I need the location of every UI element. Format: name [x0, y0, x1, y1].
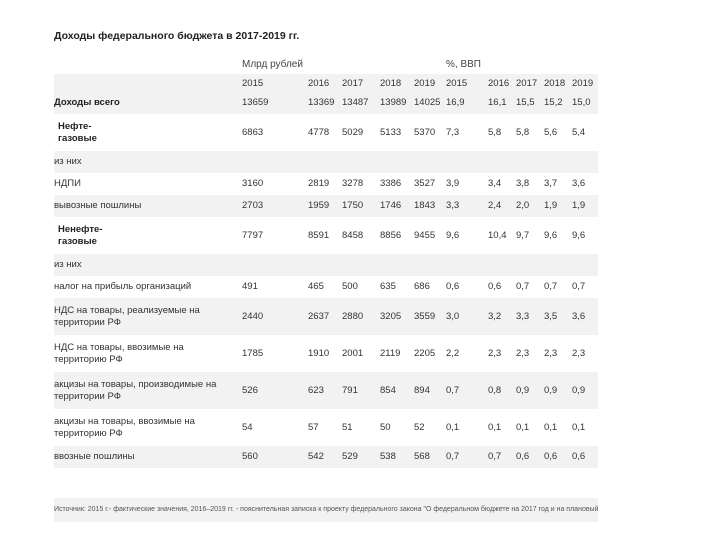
row-label-line: из них — [54, 259, 82, 270]
table-cell: 894 — [414, 384, 430, 396]
row-label-line: вывозные пошлины — [54, 200, 142, 211]
table-cell: 2819 — [308, 178, 330, 189]
table-cell: 8591 — [308, 229, 330, 241]
table-cell: 3160 — [242, 178, 264, 189]
year-header-cell: 2017 — [342, 78, 364, 89]
table-row — [54, 195, 598, 217]
row-label — [54, 200, 141, 212]
table-cell: 5370 — [414, 126, 436, 138]
table-cell: 3,7 — [544, 178, 558, 189]
table-cell: 500 — [342, 281, 358, 292]
table-cell: 542 — [308, 451, 324, 462]
table-cell: 2880 — [342, 310, 364, 322]
table-cell: 2,3 — [572, 347, 586, 359]
table-cell: 1,9 — [572, 200, 586, 211]
year-header-cell: 2019 — [572, 78, 594, 89]
table-cell: 2637 — [308, 310, 330, 322]
year-header-row — [54, 74, 598, 92]
table-cell: 0,7 — [572, 281, 586, 292]
row-label-line: территорию РФ — [54, 427, 123, 439]
table-cell: 0,7 — [446, 451, 460, 462]
row-label-line: территории РФ — [54, 316, 121, 328]
table-cell: 0,6 — [488, 281, 502, 292]
table-cell: 0,6 — [572, 451, 586, 462]
table-cell: 13659 — [242, 97, 269, 108]
row-label — [54, 416, 195, 440]
table-cell: 13989 — [380, 97, 407, 108]
table-cell: 0,7 — [544, 281, 558, 292]
table-cell: 51 — [342, 421, 353, 433]
year-header-cell: 2015 — [446, 78, 468, 89]
table-cell: 686 — [414, 281, 430, 292]
row-label — [54, 379, 216, 403]
year-header-cell: 2016 — [488, 78, 510, 89]
table-cell: 50 — [380, 421, 391, 433]
table-cell: 635 — [380, 281, 396, 292]
table-cell: 5,8 — [516, 126, 530, 138]
table-row — [54, 173, 598, 195]
table-cell: 2,3 — [544, 347, 558, 359]
table-cell: 0,6 — [446, 281, 460, 292]
table-cell: 0,6 — [516, 451, 530, 462]
table-row — [54, 298, 598, 335]
table-cell: 4778 — [308, 126, 330, 138]
table-cell: 7,3 — [446, 126, 460, 138]
table-cell: 3,8 — [516, 178, 530, 189]
table-cell: 9,6 — [544, 229, 558, 241]
row-label — [58, 121, 97, 145]
table-cell: 526 — [242, 384, 258, 396]
table-cell: 1910 — [308, 347, 330, 359]
table-cell: 529 — [342, 451, 358, 462]
row-label-line: акцизы на товары, производимые на — [54, 378, 217, 390]
table-cell: 5029 — [342, 126, 364, 138]
table-cell: 52 — [414, 421, 425, 433]
table-cell: 54 — [242, 421, 253, 433]
row-label — [54, 305, 200, 329]
table-cell: 5,8 — [488, 126, 502, 138]
table-cell: 465 — [308, 281, 324, 292]
table-cell: 1843 — [414, 200, 436, 211]
table-cell: 3278 — [342, 178, 364, 189]
row-label-line: Нефте- — [58, 120, 92, 132]
table-cell: 1,9 — [544, 200, 558, 211]
row-label-line: ввозные пошлины — [54, 451, 135, 462]
table-cell: 3,3 — [516, 310, 530, 322]
budget-revenue-table — [54, 56, 598, 468]
table-row — [54, 335, 598, 372]
table-cell: 15,5 — [516, 97, 535, 108]
row-label — [54, 259, 82, 271]
table-cell: 0,9 — [572, 384, 586, 396]
table-row — [54, 151, 598, 173]
table-cell: 3,0 — [446, 310, 460, 322]
table-body — [54, 92, 598, 468]
table-cell: 3527 — [414, 178, 436, 189]
row-label — [54, 342, 184, 366]
row-label-line: Ненефте- — [58, 223, 103, 235]
table-cell: 1785 — [242, 347, 264, 359]
table-cell: 568 — [414, 451, 430, 462]
table-cell: 623 — [308, 384, 324, 396]
table-row — [54, 217, 598, 254]
table-cell: 7797 — [242, 229, 264, 241]
table-cell: 13487 — [342, 97, 369, 108]
table-cell: 2,3 — [516, 347, 530, 359]
table-cell: 854 — [380, 384, 396, 396]
table-cell: 2119 — [380, 347, 401, 359]
row-label — [54, 281, 191, 293]
table-title: Доходы федерального бюджета в 2017-2019 гг. — [54, 30, 300, 42]
year-header-cell: 2016 — [308, 78, 330, 89]
table-cell: 5,6 — [544, 126, 558, 138]
table-cell: 1959 — [308, 200, 330, 211]
table-cell: 0,7 — [488, 451, 502, 462]
table-cell: 57 — [308, 421, 319, 433]
row-label — [54, 97, 120, 109]
table-row — [54, 372, 598, 409]
table-cell: 0,7 — [516, 281, 530, 292]
table-cell: 6863 — [242, 126, 264, 138]
table-cell: 8856 — [380, 229, 402, 241]
table-cell: 0,1 — [516, 421, 530, 433]
table-cell: 16,9 — [446, 97, 465, 108]
table-cell: 3,6 — [572, 310, 586, 322]
table-cell: 0,7 — [446, 384, 460, 396]
row-label-line: НДС на товары, ввозимые на — [54, 341, 184, 353]
pct-gdp-header: %, ВВП — [446, 59, 481, 70]
table-cell: 9,6 — [572, 229, 586, 241]
table-cell: 2,4 — [488, 200, 502, 211]
table-cell: 16,1 — [488, 97, 507, 108]
table-row — [54, 114, 598, 151]
table-cell: 0,1 — [488, 421, 502, 433]
table-cell: 3,4 — [488, 178, 502, 189]
table-cell: 5133 — [380, 126, 402, 138]
table-cell: 0,6 — [544, 451, 558, 462]
table-row — [54, 276, 598, 298]
table-group-header — [54, 56, 598, 74]
bln-rub-header: Млрд рублей — [242, 59, 303, 70]
year-header-cell: 2018 — [544, 78, 566, 89]
table-cell: 0,1 — [446, 421, 460, 433]
table-cell: 0,8 — [488, 384, 502, 396]
table-cell: 791 — [342, 384, 358, 396]
table-cell: 2,2 — [446, 347, 460, 359]
table-cell: 2,0 — [516, 200, 530, 211]
table-cell: 3559 — [414, 310, 436, 322]
table-cell: 14025 — [414, 97, 441, 108]
table-cell: 2440 — [242, 310, 264, 322]
row-label-line: НДПИ — [54, 178, 81, 189]
table-cell: 2001 — [342, 347, 364, 359]
table-cell: 538 — [380, 451, 396, 462]
table-row — [54, 254, 598, 276]
row-label-line: Доходы всего — [54, 97, 120, 108]
row-label-line: территорию РФ — [54, 353, 123, 365]
row-label-line: из них — [54, 156, 82, 167]
year-header-cell: 2017 — [516, 78, 538, 89]
table-cell: 3205 — [380, 310, 402, 322]
table-cell: 3,3 — [446, 200, 460, 211]
table-cell: 15,0 — [572, 97, 591, 108]
table-cell: 9455 — [414, 229, 436, 241]
row-label-line: НДС на товары, реализуемые на — [54, 304, 200, 316]
table-cell: 9,7 — [516, 229, 530, 241]
row-label-line: акцизы на товары, ввозимые на — [54, 415, 195, 427]
table-cell: 1746 — [380, 200, 402, 211]
table-cell: 560 — [242, 451, 258, 462]
table-cell: 2,3 — [488, 347, 502, 359]
table-row — [54, 92, 598, 114]
table-cell: 2205 — [414, 347, 436, 359]
table-cell: 10,4 — [488, 229, 507, 241]
row-label-line: газовые — [58, 235, 97, 247]
year-header-cell: 2019 — [414, 78, 436, 89]
row-label-line: налог на прибыль организаций — [54, 281, 192, 292]
year-header-cell: 2018 — [380, 78, 402, 89]
row-label — [58, 224, 102, 248]
table-cell: 8458 — [342, 229, 364, 241]
table-cell: 0,9 — [516, 384, 530, 396]
table-cell: 0,9 — [544, 384, 558, 396]
table-cell: 5,4 — [572, 126, 586, 138]
table-cell: 3,9 — [446, 178, 460, 189]
table-row — [54, 409, 598, 446]
table-cell: 0,1 — [572, 421, 586, 433]
row-label — [54, 178, 81, 190]
row-label — [54, 451, 135, 463]
table-cell: 3,5 — [544, 310, 558, 322]
table-cell: 3,2 — [488, 310, 502, 322]
year-header-cell: 2015 — [242, 78, 264, 89]
row-label-line: газовые — [58, 132, 97, 144]
table-cell: 9,6 — [446, 229, 460, 241]
table-cell: 2703 — [242, 200, 264, 211]
table-cell: 3,6 — [572, 178, 586, 189]
table-cell: 15,2 — [544, 97, 563, 108]
table-cell: 1750 — [342, 200, 364, 211]
row-label-line: территории РФ — [54, 390, 121, 402]
footnote: Источник: 2015 г.- фактические значения, 2016–2019 гг. - пояснительная записка к проекту федерального закона "О федеральном бюджете на 2017 год и на плановый — [54, 498, 598, 522]
table-row — [54, 446, 598, 468]
table-cell: 3386 — [380, 178, 402, 189]
row-label — [54, 156, 82, 168]
table-cell: 13369 — [308, 97, 335, 108]
table-cell: 491 — [242, 281, 258, 292]
table-cell: 0,1 — [544, 421, 558, 433]
